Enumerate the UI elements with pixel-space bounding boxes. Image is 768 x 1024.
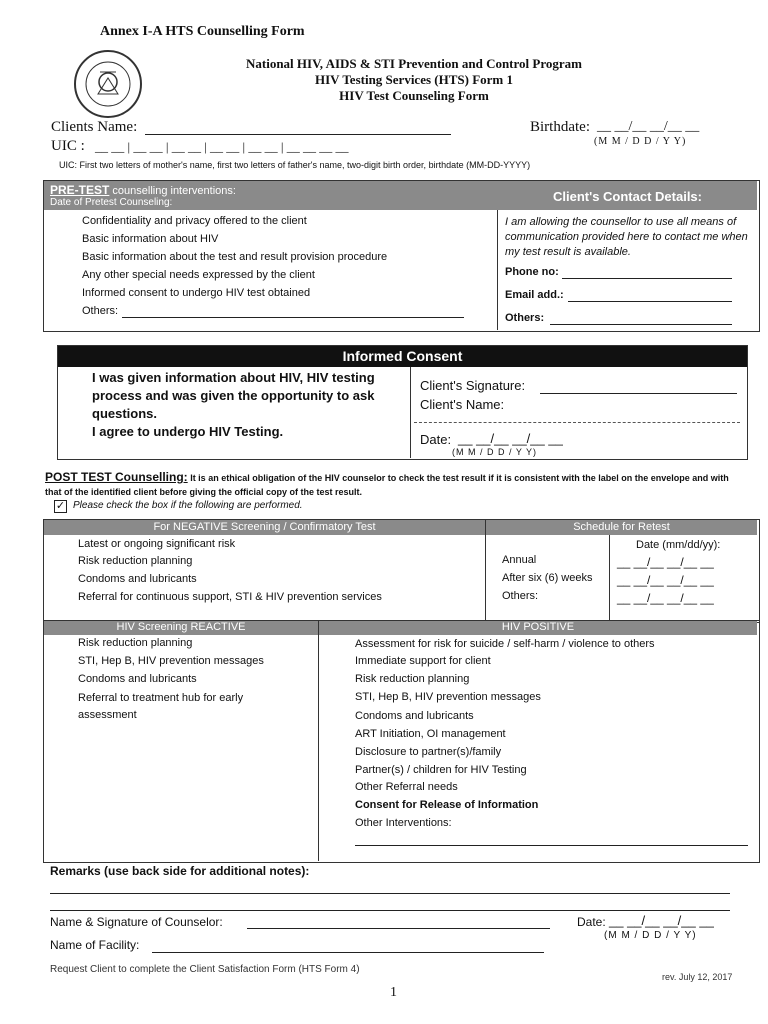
contact-header: [498, 181, 757, 210]
reactive-header: [44, 621, 318, 635]
negative-divider: [485, 520, 486, 621]
negative-item-2[interactable]: Risk reduction planning: [78, 555, 193, 567]
consent-divider: [410, 367, 411, 458]
pretest-date-label: Date of Pretest Counseling:: [50, 197, 173, 208]
retest-header-text: Schedule for Retest: [573, 521, 670, 533]
pretest-title: PRE-TEST: [50, 183, 110, 197]
birthdate-field[interactable]: __ __/__ __/__ __: [597, 119, 700, 134]
consent-agree: I agree to undergo HIV Testing.: [92, 424, 284, 439]
others-contact-field[interactable]: [550, 324, 732, 325]
counselor-field[interactable]: [247, 928, 550, 929]
annex-title: Annex I-A HTS Counselling Form: [100, 24, 305, 39]
posttest-intro: [45, 470, 745, 499]
uic-label: UIC :: [51, 138, 85, 154]
positive-item-1[interactable]: Assessment for risk for suicide / self-harm / violence to others: [355, 638, 655, 650]
page-number: 1: [390, 985, 397, 1000]
consent-header: [58, 346, 747, 367]
pretest-item-3[interactable]: Basic information about the test and result provision procedure: [82, 251, 388, 263]
pretest-others-field[interactable]: [122, 317, 464, 318]
revision-date: rev. July 12, 2017: [662, 972, 733, 982]
reactive-divider: [318, 621, 319, 861]
phone-field[interactable]: [562, 278, 732, 279]
check-box-icon[interactable]: ✓: [55, 500, 66, 512]
pretest-divider: [497, 210, 498, 330]
footer-date-label: Date:: [577, 915, 606, 929]
remarks-line-2[interactable]: [50, 910, 730, 911]
clients-name-label: Clients Name:: [51, 119, 138, 135]
uic-field[interactable]: __ __ | __ __ | __ __ | __ __ | __ __ | __ __ __ __: [95, 139, 349, 154]
reactive-item-1[interactable]: Risk reduction planning: [78, 637, 193, 649]
positive-item-4[interactable]: STI, Hep B, HIV prevention messages: [355, 691, 541, 703]
client-name-label: Client's Name:: [420, 397, 505, 412]
pretest-title-rest: counselling interventions:: [112, 185, 236, 197]
others-contact-label: Others:: [505, 312, 545, 324]
retest-annual[interactable]: Annual: [502, 554, 537, 566]
pretest-item-4[interactable]: Any other special needs expressed by the client: [82, 269, 315, 281]
contact-note: I am allowing the counsellor to use all means of communication provided here to contact me when my test result is available.: [505, 216, 748, 258]
client-signature-label: Client's Signature:: [420, 378, 526, 393]
program-line1: National HIV, AIDS & STI Prevention and Control Program: [246, 56, 582, 71]
negative-header-text: For NEGATIVE Screening / Confirmatory Test: [153, 521, 376, 533]
positive-header: [319, 621, 757, 635]
program-line2: HIV Testing Services (HTS) Form 1: [314, 72, 513, 87]
email-field[interactable]: [568, 301, 732, 302]
phone-label: Phone no:: [505, 266, 559, 278]
consent-date-field[interactable]: __ __/__ __/__ __: [458, 431, 563, 446]
positive-item-9[interactable]: Other Referral needs: [355, 781, 458, 793]
clients-name-field[interactable]: [145, 134, 451, 135]
positive-header-text: HIV POSITIVE: [501, 621, 575, 633]
pretest-item-6[interactable]: Others:: [82, 305, 119, 317]
negative-item-3[interactable]: Condoms and lubricants: [78, 573, 197, 585]
pretest-item-2[interactable]: Basic information about HIV: [82, 233, 219, 245]
remarks-label: Remarks (use back side for additional notes):: [50, 864, 310, 878]
negative-header: [44, 520, 485, 535]
birthdate-label: Birthdate:: [530, 119, 590, 135]
other-interventions-field[interactable]: [355, 845, 748, 846]
facility-label: Name of Facility:: [50, 938, 140, 952]
positive-item-10[interactable]: Consent for Release of Information: [355, 799, 539, 811]
posttest-note: It is an ethical obligation of the HIV counselor to check the test result if it is consistent with the label on the envelope and with that of the identified client before giving the official copy of the test result.: [45, 473, 729, 497]
retest-date-six-weeks[interactable]: __ __/__ __/__ __: [617, 573, 714, 587]
reactive-item-4[interactable]: Referral to treatment hub for early: [78, 692, 244, 704]
positive-item-7[interactable]: Disclosure to partner(s)/family: [355, 746, 502, 758]
pretest-item-1[interactable]: Confidentiality and privacy offered to the client: [82, 215, 307, 227]
positive-item-2[interactable]: Immediate support for client: [355, 655, 491, 667]
pretest-item-5[interactable]: Informed consent to undergo HIV test obtained: [82, 287, 311, 299]
pretest-header: [44, 181, 498, 210]
consent-statement: I was given information about HIV, HIV testing process and was given the opportunity to ask questions.: [92, 370, 375, 421]
contact-header-text: Client's Contact Details:: [552, 189, 702, 204]
reactive-header-text: HIV Screening REACTIVE: [116, 621, 246, 633]
consent-date-label: Date:: [420, 432, 452, 447]
retest-others[interactable]: Others:: [502, 590, 539, 602]
positive-item-6[interactable]: ART Initiation, OI management: [355, 728, 506, 740]
retest-divider: [609, 535, 610, 621]
retest-header: [486, 520, 757, 535]
counselor-label: Name & Signature of Counselor:: [50, 915, 223, 929]
positive-item-8[interactable]: Partner(s) / children for HIV Testing: [355, 764, 527, 776]
check-note: Please check the box if the following are performed.: [73, 500, 303, 511]
facility-field[interactable]: [152, 952, 544, 953]
reactive-item-3[interactable]: Condoms and lubricants: [78, 673, 197, 685]
positive-item-5[interactable]: Condoms and lubricants: [355, 710, 474, 722]
retest-date-others[interactable]: __ __/__ __/__ __: [617, 591, 714, 605]
negative-item-1[interactable]: Latest or ongoing significant risk: [78, 538, 236, 550]
positive-item-11[interactable]: Other Interventions:: [355, 817, 452, 829]
remarks-line-1[interactable]: [50, 893, 730, 894]
birthdate-hint: (M M / D D / Y Y): [594, 136, 687, 147]
consent-header-text: Informed Consent: [342, 348, 463, 364]
retest-date-annual[interactable]: __ __/__ __/__ __: [617, 555, 714, 569]
program-line3: HIV Test Counseling Form: [339, 88, 489, 103]
posttest-title: POST TEST Counselling:: [45, 470, 188, 484]
consent-date-hint: (M M / D D / Y Y): [452, 447, 538, 457]
retest-date-label: Date (mm/dd/yy):: [636, 539, 721, 551]
retest-six-weeks[interactable]: After six (6) weeks: [502, 572, 593, 584]
footer-date-field[interactable]: __ __/__ __/__ __: [609, 913, 714, 928]
email-label: Email add.:: [505, 289, 564, 301]
positive-item-3[interactable]: Risk reduction planning: [355, 673, 470, 685]
reactive-item-2[interactable]: STI, Hep B, HIV prevention messages: [78, 655, 264, 667]
request-note: Request Client to complete the Client Satisfaction Form (HTS Form 4): [50, 964, 360, 975]
uic-note: UIC: First two letters of mother's name, first two letters of father's name, two-digit birth order, birthdate (MM-DD-YYYY): [59, 160, 531, 170]
client-signature-field[interactable]: [540, 393, 737, 394]
consent-dash-divider: [414, 422, 740, 423]
footer-date-hint: (M M / D D / Y Y): [604, 930, 697, 941]
reactive-item-4-cont: assessment: [78, 709, 137, 721]
negative-item-4[interactable]: Referral for continuous support, STI & HIV prevention services: [78, 591, 382, 603]
